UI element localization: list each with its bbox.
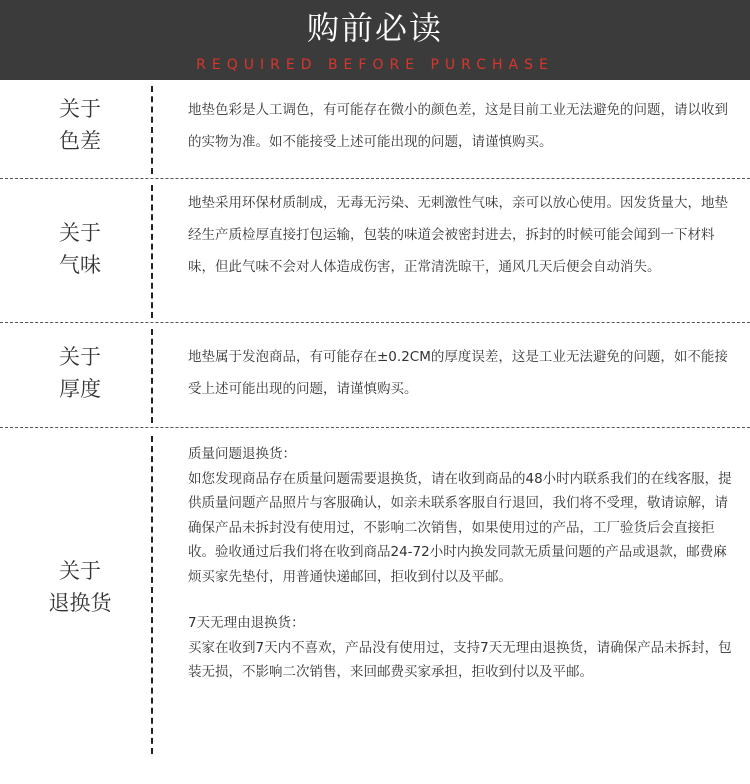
paragraph: 地垫采用环保材质制成，无毒无污染、无刺激性气味，亲可以放心使用。因发货量大，地垫经生产质检厚直接打包运输，包装的味道会被密封进去，拆封的时候可能会闻到一下材料味，但此气味不会对人体造成伤害，正常清洗晾干，通风几天后便会自动消失。: [188, 195, 728, 275]
section-label: [30, 555, 130, 619]
label-line: 关于: [59, 97, 101, 121]
label-line: 关于: [59, 559, 101, 583]
label-line: 气味: [59, 253, 101, 277]
section-label: [30, 341, 130, 405]
header-banner: [0, 0, 750, 80]
spacer: [188, 589, 733, 611]
label-line: 关于: [59, 221, 101, 245]
vertical-divider: [151, 86, 153, 174]
page-title: 购前必读: [306, 9, 443, 47]
no-reason-return-text: 买家在收到7天内不喜欢，产品没有使用过，支持7天无理由退换货，请确保产品未拆封，包装无损，不影响二次销售，来回邮费买家承担，拒收到付以及平邮。: [188, 639, 732, 680]
quality-return-text: 如您发现商品存在质量问题需要退换货，请在收到商品的48小时内联系我们的在线客服，提供质量问题产品照片与客服确认，如亲未联系客服自行退回，我们将不受理，敬请谅解，请确保产品未拆封没有使用过，不影响二次销售，如果使用过的产品，工厂验货后会直接拒收。验收通过后我们将在收到商品24-72小时内换发同款无质量问题的产品或退款，邮费麻烦买家先垫付，用普通快递邮回，拒收到付以及平邮。: [188, 470, 732, 585]
section-body: [188, 341, 733, 405]
vertical-divider: [151, 185, 153, 318]
vertical-divider: [151, 329, 153, 423]
no-reason-return-title: 7天无理由退换货：: [188, 615, 305, 631]
quality-return-title: 质量问题退换货：: [188, 446, 296, 462]
section-color-difference: [0, 80, 750, 179]
section-body: [188, 94, 733, 158]
paragraph: 地垫色彩是人工调色，有可能存在微小的颜色差，这是目前工业无法避免的问题，请以收到的实物为准。如不能接受上述可能出现的问题，请谨慎购买。: [188, 102, 728, 150]
page-subtitle: REQUIRED BEFORE PURCHASE: [196, 57, 554, 73]
section-body: [188, 187, 733, 283]
label-line: 关于: [59, 345, 101, 369]
vertical-divider: [151, 436, 153, 754]
label-line: 厚度: [59, 377, 101, 401]
label-line: 退换货: [48, 591, 112, 615]
section-body: [188, 442, 733, 685]
section-thickness: [0, 323, 750, 428]
label-line: 色差: [59, 129, 101, 153]
section-label: [30, 93, 130, 157]
section-smell: [0, 179, 750, 323]
paragraph: 地垫属于发泡商品，有可能存在±0.2CM的厚度误差，这是工业无法避免的问题，如不能接受上述可能出现的问题，请谨慎购买。: [188, 349, 728, 397]
section-returns: [0, 428, 750, 754]
section-label: [30, 217, 130, 281]
